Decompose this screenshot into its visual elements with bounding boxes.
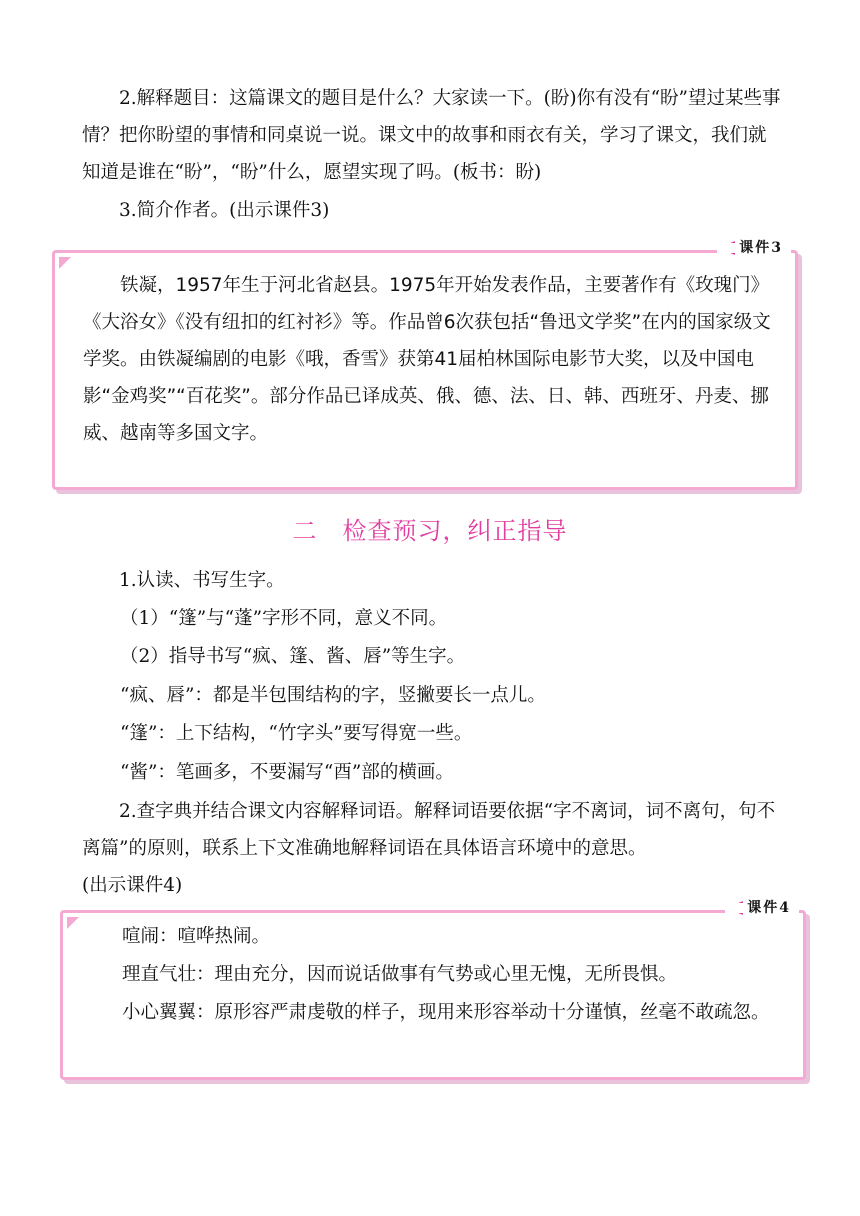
list-item: “疯、唇”：都是半包围结构的字，竖撇要长一点儿。 bbox=[120, 685, 546, 706]
courseware-box-4 bbox=[60, 900, 806, 1080]
section-heading: 二 检查预习，纠正指导 bbox=[292, 517, 568, 545]
vocab-item: 小心翼翼：原形容严肃虔敬的样子，现用来形容举动十分谨慎，丝毫不敢疏忽。 bbox=[122, 1002, 770, 1023]
list-item: （1）“篷”与“蓬”字形不同，意义不同。 bbox=[120, 608, 448, 629]
list-item: “篷”：上下结构，“竹字头”要写得宽一些。 bbox=[120, 723, 473, 744]
intro-paragraph-author: 3.简介作者。(出示课件3) bbox=[119, 200, 330, 221]
list-item: 2.查字典并结合课文内容解释词语。解释词语要依据“字不离词，词不离句，句不离篇”的原则，联系上下文准确地解释词语在具体语言环境中的意思。 bbox=[82, 801, 776, 859]
intro-paragraph-title: 2.解释题目：这篇课文的题目是什么？大家读一下。(盼)你有没有“盼”望过某些事情？把你盼望的事情和同桌说一说。课文中的故事和雨衣有关，学习了课文，我们就知道是谁在“盼”，“盼”什么，愿望实现了吗。(板书：盼) bbox=[82, 88, 781, 183]
courseware-tag-4: 课件4 bbox=[725, 899, 799, 917]
corner-decoration-icon bbox=[59, 257, 71, 269]
list-item: (出示课件4) bbox=[82, 875, 183, 896]
list-item: 1.认读、书写生字。 bbox=[119, 570, 285, 591]
vocab-item: 喧闹：喧哗热闹。 bbox=[122, 926, 271, 947]
courseware-tag-3: 课件3 bbox=[717, 239, 791, 257]
vocab-item: 理直气壮：理由充分，因而说话做事有气势或心里无愧，无所畏惧。 bbox=[122, 964, 678, 985]
author-bio-text: 铁凝，1957年生于河北省赵县。1975年开始发表作品，主要著作有《玫瑰门》《大浴女》《没有纽扣的红衬衫》等。作品曾6次获包括“鲁迅文学奖”在内的国家级文学奖。由铁凝编剧的电影《哦，香雪》获第41届柏林国际电影节大奖，以及中国电影“金鸡奖”“百花奖”。部分作品已译成英、俄、德、法、日、韩、西班牙、丹麦、挪威、越南等多国文字。 bbox=[83, 275, 771, 444]
list-item: “酱”：笔画多，不要漏写“酉”部的横画。 bbox=[120, 762, 454, 783]
corner-decoration-icon bbox=[67, 917, 79, 929]
list-item: （2）指导书写“疯、篷、酱、唇”等生字。 bbox=[120, 646, 466, 667]
courseware-box-3 bbox=[52, 240, 798, 490]
